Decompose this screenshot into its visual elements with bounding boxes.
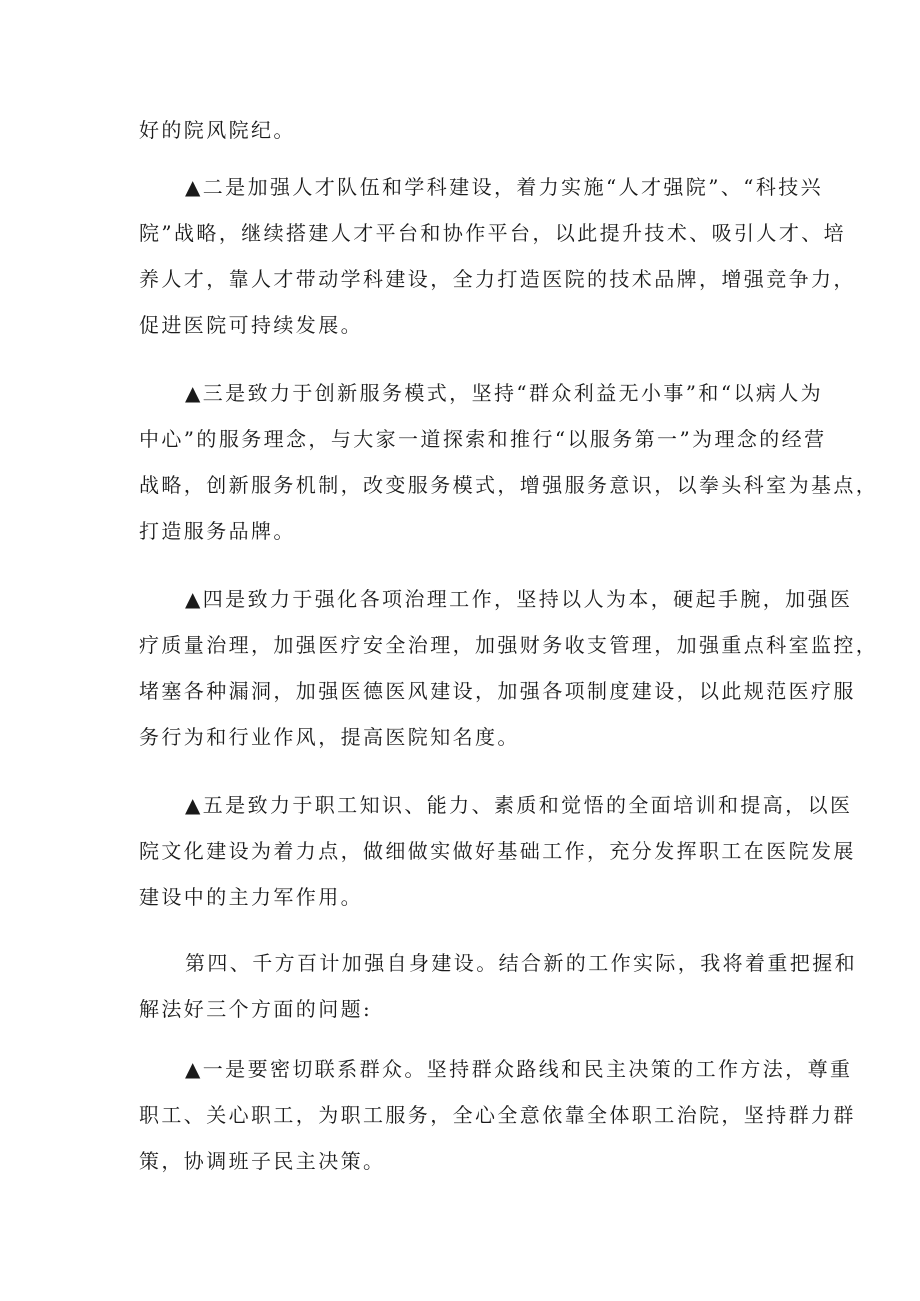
text-line: 第四、千方百计加强自身建设。结合新的工作实际，我将着重把握和 bbox=[185, 951, 857, 975]
text-line: 院”战略，继续搭建人才平台和协作平台，以此提升技术、吸引人才、培 bbox=[139, 221, 847, 245]
text-line: 建设中的主力军作用。 bbox=[139, 885, 363, 909]
paragraph-talent-discipline bbox=[139, 164, 856, 348]
paragraph-staff-training bbox=[139, 782, 856, 920]
text-line: 打造服务品牌。 bbox=[139, 519, 296, 543]
text-line: 院文化建设为着力点，做细做实做好基础工作，充分发挥职工在医院发展 bbox=[139, 839, 856, 863]
text-line: 好的院风院纪。 bbox=[139, 118, 296, 142]
text-line: 战略，创新服务机制，改变服务模式，增强服务意识，以拳头科室为基点， bbox=[139, 473, 879, 497]
text-line: 务行为和行业作风，提高医院知名度。 bbox=[139, 725, 520, 749]
text-line: 策，协调班子民主决策。 bbox=[139, 1149, 386, 1173]
text-line: ▲四是致力于强化各项治理工作，坚持以人为本，硬起手腕，加强医 bbox=[185, 587, 853, 611]
text-line: ▲三是致力于创新服务模式，坚持“群众利益无小事”和“以病人为 bbox=[185, 381, 824, 405]
text-line: ▲二是加强人才队伍和学科建设，着力实施“人才强院”、“科技兴 bbox=[185, 175, 824, 199]
paragraph-self-building bbox=[139, 940, 857, 1032]
paragraph-mass-contact bbox=[139, 1046, 856, 1184]
text-line: 职工、关心职工，为职工服务，全心全意依靠全体职工治院，坚持群力群 bbox=[139, 1103, 856, 1127]
paragraph-service-innovation bbox=[139, 370, 879, 554]
paragraph-governance bbox=[139, 576, 879, 760]
text-line: 疗质量治理，加强医疗安全治理，加强财务收支管理，加强重点科室监控， bbox=[139, 633, 879, 657]
text-line: 中心”的服务理念，与大家一道探索和推行“以服务第一”为理念的经营 bbox=[139, 427, 827, 451]
paragraph-continuation bbox=[139, 107, 799, 153]
text-line: 堵塞各种漏洞，加强医德医风建设，加强各项制度建设，以此规范医疗服 bbox=[139, 679, 856, 703]
text-line: 养人才，靠人才带动学科建设，全力打造医院的技术品牌，增强竞争力， bbox=[139, 267, 856, 291]
text-line: 促进医院可持续发展。 bbox=[139, 313, 363, 337]
text-line: 解法好三个方面的问题: bbox=[139, 997, 373, 1021]
text-line: ▲五是致力于职工知识、能力、素质和觉悟的全面培训和提高，以医 bbox=[185, 793, 853, 817]
text-line: ▲一是要密切联系群众。坚持群众路线和民主决策的工作方法，尊重 bbox=[185, 1057, 853, 1081]
